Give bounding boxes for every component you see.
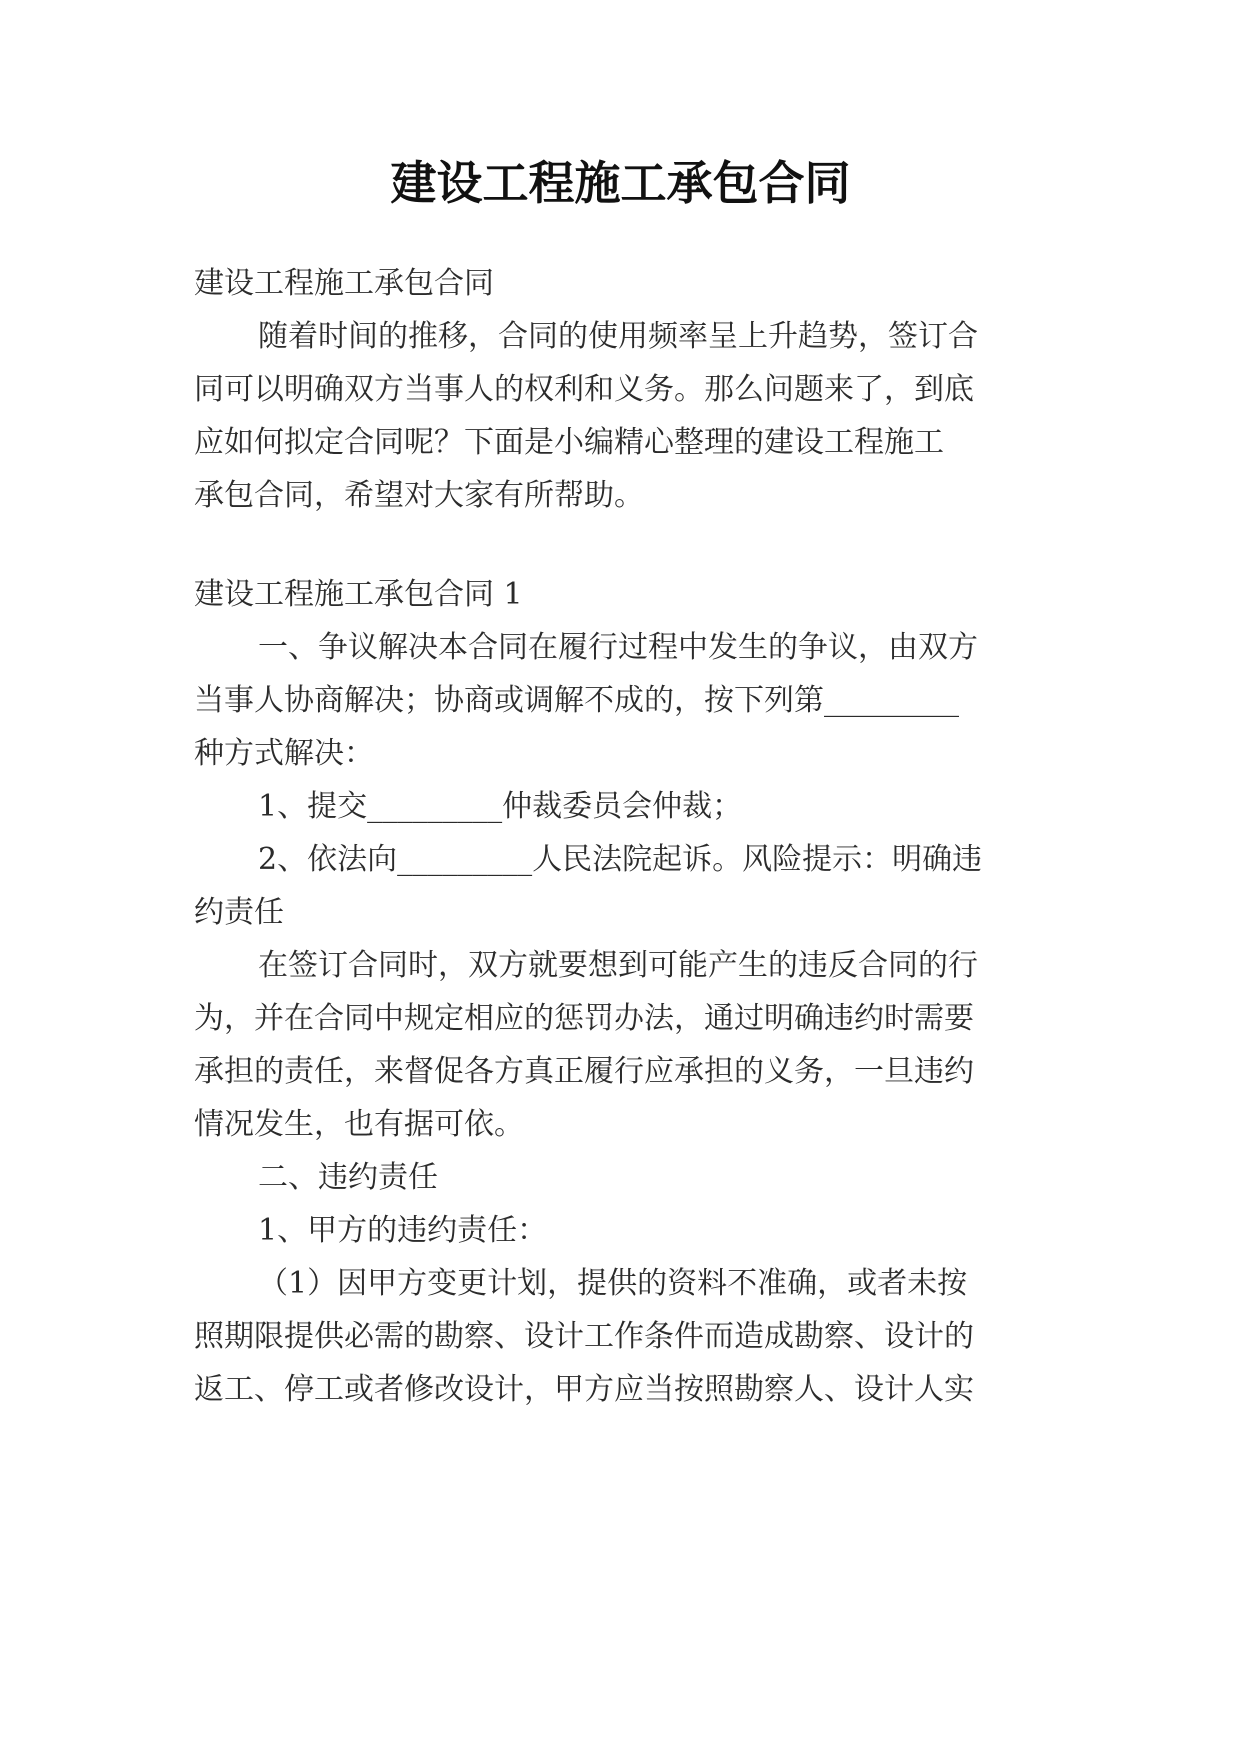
document-line: 返工、停工或者修改设计，甲方应当按照勘察人、设计人实 [194, 1372, 974, 1407]
document-line: 当事人协商解决；协商或调解不成的，按下列第_________ [194, 683, 959, 718]
document-line: 约责任 [194, 895, 284, 930]
document-line: 同可以明确双方当事人的权利和义务。那么问题来了，到底 [194, 372, 974, 407]
document-line: 随着时间的推移，合同的使用频率呈上升趋势，签订合 [258, 319, 978, 354]
document-line: 为，并在合同中规定相应的惩罚办法，通过明确违约时需要 [194, 1001, 974, 1036]
document-line: （1）因甲方变更计划，提供的资料不准确，或者未按 [258, 1266, 968, 1301]
document-line: 二、违约责任 [258, 1160, 438, 1195]
document-line: 在签订合同时，双方就要想到可能产生的违反合同的行 [258, 948, 978, 983]
document-line: 建设工程施工承包合同 [194, 266, 494, 301]
document-line: 承包合同，希望对大家有所帮助。 [194, 478, 644, 513]
document-line: 承担的责任，来督促各方真正履行应承担的义务，一旦违约 [194, 1054, 974, 1089]
document-line: 2、依法向_________人民法院起诉。风险提示：明确违 [258, 842, 983, 877]
document-line: 一、争议解决本合同在履行过程中发生的争议，由双方 [258, 630, 978, 665]
document-line: 应如何拟定合同呢？下面是小编精心整理的建设工程施工 [194, 425, 944, 460]
document-line: 种方式解决： [194, 736, 374, 771]
document-line: 建设工程施工承包合同 1 [194, 577, 523, 612]
document-line: 1、提交_________仲裁委员会仲裁； [258, 789, 743, 824]
document-title: 建设工程施工承包合同 [390, 156, 851, 210]
document-line: 情况发生，也有据可依。 [194, 1107, 524, 1142]
document-line: 1、甲方的违约责任： [258, 1213, 548, 1248]
document-line: 照期限提供必需的勘察、设计工作条件而造成勘察、设计的 [194, 1319, 974, 1354]
